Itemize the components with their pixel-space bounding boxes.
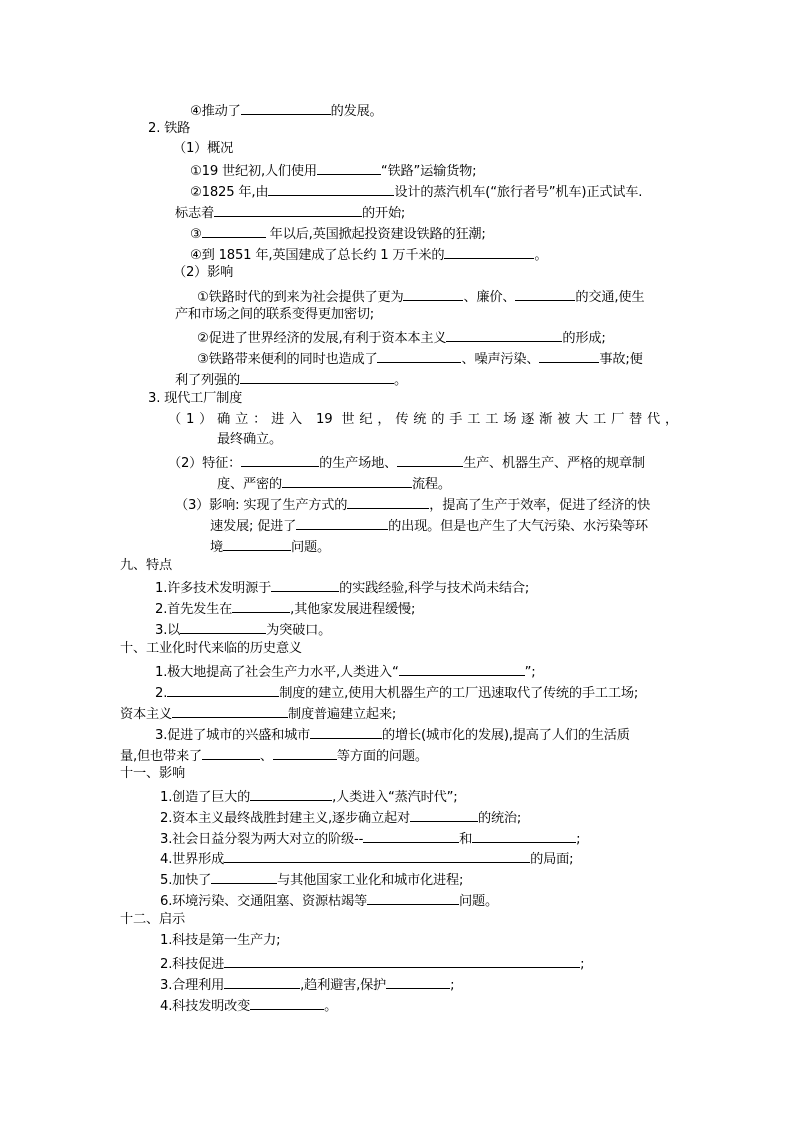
railway-impact-item-2: ②促进了世界经济的发展,有利于资本本主义 的形成; [197, 328, 606, 347]
factory-features: （2）特征： 的生产场地、 生产、机器生产、严格的规章制 [168, 453, 645, 472]
blank[interactable] [180, 620, 266, 634]
features-item-3: 3.以 为突破口。 [155, 620, 331, 639]
section-factory-heading: 3. 现代工厂制度 [148, 391, 243, 406]
influences-item-1: 1.创造了巨大的 ,人类进入“蒸汽时代”; [160, 787, 458, 806]
blank[interactable] [268, 182, 394, 196]
railway-overview-item-4: ④到 1851 年,英国建成了总长约 1 万千米的 。 [190, 245, 547, 264]
section-significance-heading: 十、工业化时代来临的历史意义 [120, 641, 302, 656]
influences-item-4: 4.世界形成 的局面; [160, 849, 573, 868]
blank[interactable] [241, 453, 319, 467]
blank[interactable] [172, 704, 288, 718]
blank[interactable] [273, 746, 337, 760]
railway-impact-item-3-cont: 利了列强的 。 [175, 370, 407, 389]
rail-item-4: ④推动了 的发展。 [190, 101, 383, 120]
section-railway-heading: 2. 铁路 [148, 121, 191, 136]
factory-features-cont: 度、严密的 流程。 [217, 474, 451, 493]
blank[interactable] [367, 891, 459, 905]
railway-overview-item-3: ③ 年以后,英国掀起投资建设铁路的狂潮; [190, 224, 486, 243]
blank[interactable] [211, 870, 277, 884]
lessons-item-2: 2.科技促进 ; [160, 954, 584, 973]
blank[interactable] [224, 975, 300, 989]
blank[interactable] [240, 370, 394, 384]
lessons-item-4: 4.科技发明改变 。 [160, 996, 337, 1015]
railway-impact-item-1: ①铁路时代的到来为社会提供了更为 、廉价、 的交通,使生 [197, 287, 644, 306]
blank[interactable] [223, 537, 291, 551]
influences-item-2: 2.资本主义最终战胜封建主义,逐步确立起对 的统治; [160, 808, 521, 827]
significance-item-1: 1.极大地提高了社会生产力水平,人类进入“ ”; [155, 662, 535, 681]
blank[interactable] [232, 599, 290, 613]
blank[interactable] [241, 101, 331, 115]
factory-influence-line-1: （3）影响: 实现了生产方式的 ，提高了生产于效率，促进了经济的快 [175, 495, 650, 514]
blank[interactable] [271, 578, 339, 592]
significance-item-3: 3.促进了城市的兴盛和城市 的增长(城市化的发展),提高了人们的生活质 [155, 725, 630, 744]
blank[interactable] [410, 808, 478, 822]
blank[interactable] [250, 996, 324, 1010]
factory-establish-line-2: 最终确立。 [217, 432, 282, 447]
blank[interactable] [397, 453, 463, 467]
significance-item-2: 2. 制度的建立,使用大机器生产的工厂迅速取代了传统的手工工场; [155, 683, 638, 702]
factory-influence-line-3: 境 问题。 [210, 537, 330, 556]
significance-item-2-cont: 资本主义 制度普遍建立起来; [120, 704, 396, 723]
section-lessons-heading: 十二、启示 [120, 912, 185, 927]
blank[interactable] [317, 161, 381, 175]
significance-item-3-cont: 量,但也带来了 、 等方面的问题。 [120, 746, 428, 765]
railway-impact-item-1-cont: 产和市场之间的联系变得更加密切; [175, 307, 375, 322]
railway-impact-heading: （2）影响 [173, 265, 234, 280]
railway-impact-item-3: ③铁路带来便利的同时也造成了 、噪声污染、 事故;便 [197, 349, 643, 368]
factory-influence-line-2: 速发展; 促进了 的出现。但是也产生了大气污染、水污染等环 [210, 516, 648, 535]
influences-item-3: 3.社会日益分裂为两大对立的阶级-- 和 ; [160, 829, 580, 848]
influences-item-5: 5.加快了 与其他国家工业化和城市化进程; [160, 870, 463, 889]
section-influences-heading: 十一、影响 [120, 766, 185, 781]
factory-establish-line-1: （1）确立：进入 19 世纪，传统的手工工场逐渐被大工厂替代， [168, 412, 678, 427]
blank[interactable] [515, 287, 575, 301]
blank[interactable] [347, 495, 429, 509]
features-item-1: 1.许多技术发明源于 的实践经验,科学与技术尚未结合; [155, 578, 529, 597]
blank[interactable] [399, 662, 525, 676]
blank[interactable] [377, 349, 461, 363]
lessons-item-1: 1.科技是第一生产力; [160, 933, 281, 948]
blank[interactable] [446, 328, 562, 342]
railway-overview-heading: （1）概况 [173, 141, 234, 156]
features-item-2: 2.首先发生在 ,其他家发展进程缓慢; [155, 599, 415, 618]
blank[interactable] [403, 287, 463, 301]
blank[interactable] [363, 829, 459, 843]
blank[interactable] [282, 474, 412, 488]
blank[interactable] [250, 787, 332, 801]
railway-overview-item-2: ②1825 年,由 设计的蒸汽机车(“旅行者号”机车)正式试车. [190, 182, 642, 201]
blank[interactable] [444, 245, 534, 259]
blank[interactable] [214, 203, 362, 217]
blank[interactable] [296, 516, 388, 530]
influences-item-6: 6.环境污染、交通阻塞、资源枯竭等 问题。 [160, 891, 498, 910]
blank[interactable] [539, 349, 599, 363]
blank[interactable] [310, 725, 382, 739]
railway-overview-item-1: ①19 世纪初,人们使用 “铁路”运输货物; [190, 161, 476, 180]
railway-overview-item-2-cont: 标志着 的开始; [175, 203, 405, 222]
blank[interactable] [224, 849, 530, 863]
blank[interactable] [472, 829, 576, 843]
lessons-item-3: 3.合理利用 ,趋利避害,保护 ; [160, 975, 454, 994]
blank[interactable] [386, 975, 450, 989]
blank[interactable] [224, 954, 580, 968]
blank[interactable] [202, 746, 260, 760]
blank[interactable] [202, 224, 266, 238]
section-features-heading: 九、特点 [120, 558, 172, 573]
blank[interactable] [167, 683, 279, 697]
